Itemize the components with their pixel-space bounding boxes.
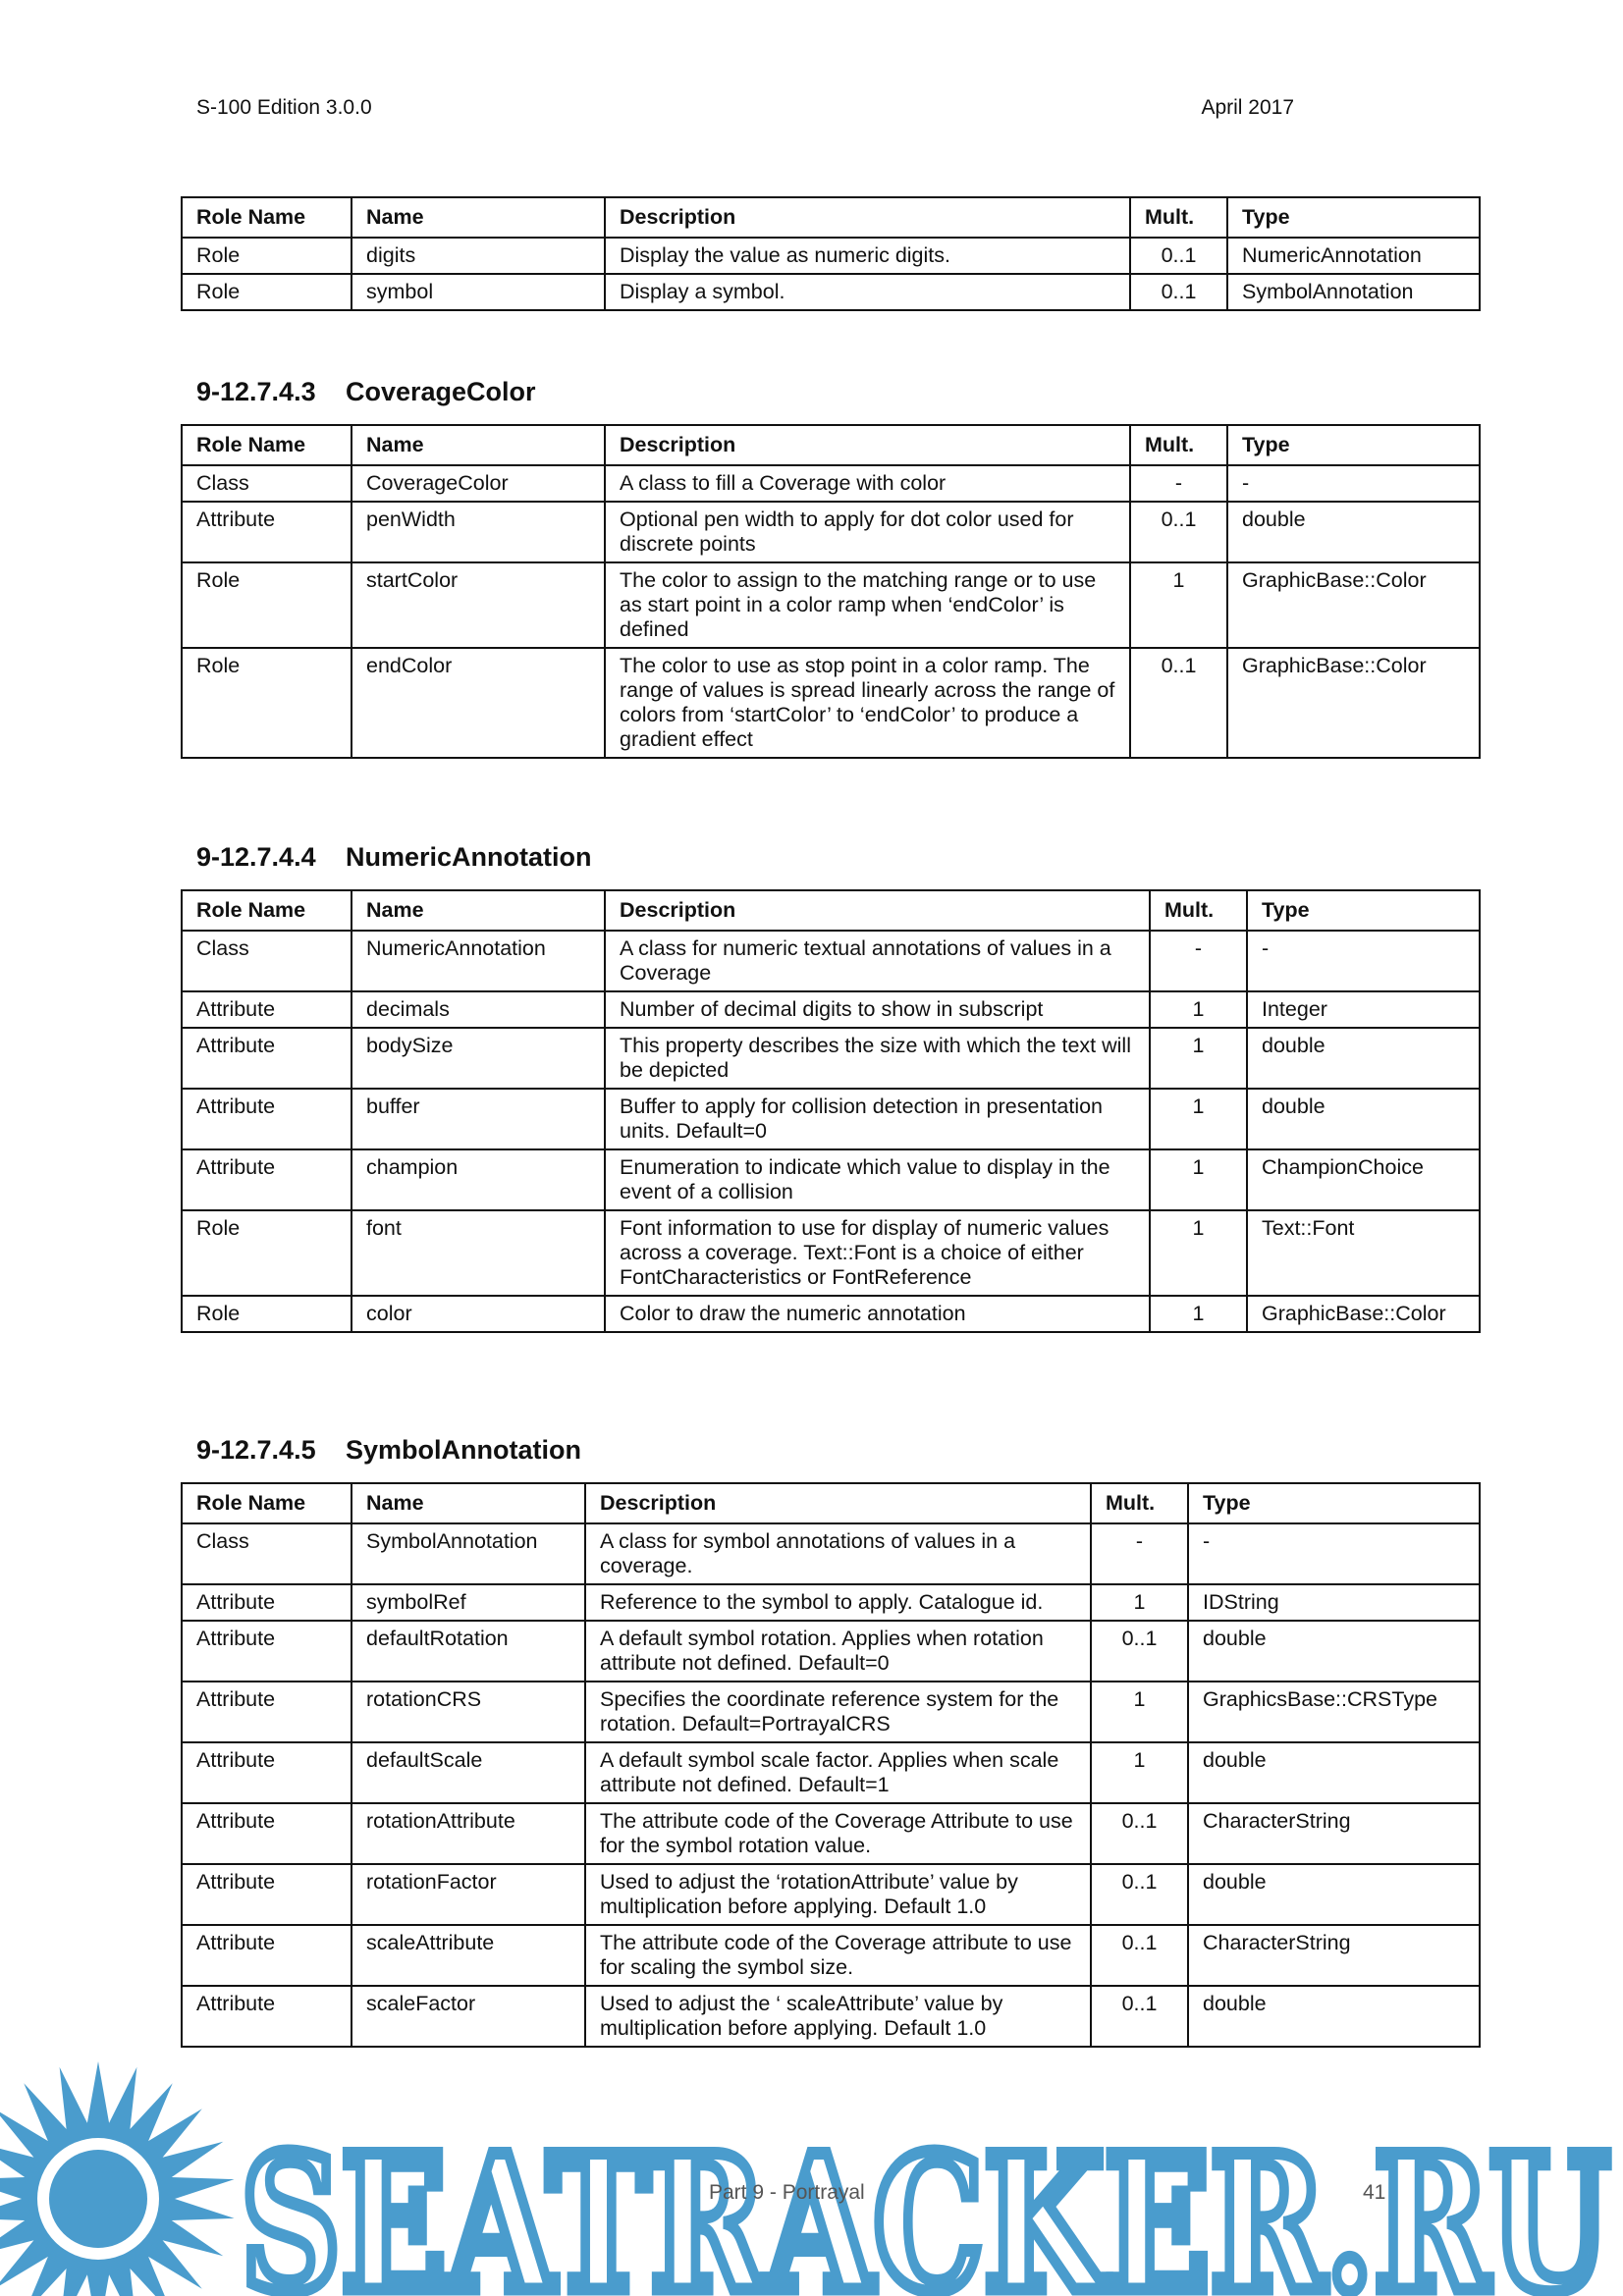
cell-mult: - [1091, 1523, 1188, 1584]
watermark-text: SEATRACKER.RU [241, 2114, 1610, 2296]
cell-description: The color to use as stop point in a color ramp. The range of values is spread linearly across the range of colors from ‘startColor’ to ‘endColor’ to produce a gradient effect [605, 648, 1130, 758]
cell-name: defaultScale [352, 1742, 585, 1803]
sun-core [49, 2150, 147, 2248]
cell-description: This property describes the size with which the text will be depicted [605, 1028, 1150, 1089]
col-type: Type [1188, 1483, 1480, 1523]
cell-name: scaleFactor [352, 1986, 585, 2047]
cell-type: SymbolAnnotation [1227, 274, 1480, 310]
col-mult: Mult. [1091, 1483, 1188, 1523]
table-row [182, 991, 1480, 1028]
cell-type: GraphicsBase::CRSType [1188, 1682, 1480, 1742]
table-row [182, 648, 1480, 758]
cell-type: double [1188, 1621, 1480, 1682]
cell-type: Text::Font [1247, 1210, 1480, 1296]
cell-name: color [352, 1296, 605, 1332]
cell-name: penWidth [352, 502, 605, 562]
cell-description: The color to assign to the matching range or to use as start point in a color ramp when ‘endColor’ is defined [605, 562, 1130, 648]
cell-type: IDString [1188, 1584, 1480, 1621]
col-description: Description [585, 1483, 1091, 1523]
cell-type: Integer [1247, 991, 1480, 1028]
cell-description: Display a symbol. [605, 274, 1130, 310]
table-row [182, 1682, 1480, 1742]
cell-mult: 1 [1130, 562, 1227, 648]
cell-description: A class for numeric textual annotations of values in a Coverage [605, 931, 1150, 991]
cell-name: endColor [352, 648, 605, 758]
cell-role: Attribute [182, 1621, 352, 1682]
table-row [182, 931, 1480, 991]
table-row [182, 238, 1480, 274]
cell-name: champion [352, 1149, 605, 1210]
cell-mult: 0..1 [1130, 648, 1227, 758]
cell-name: font [352, 1210, 605, 1296]
cell-type: ChampionChoice [1247, 1149, 1480, 1210]
table-row [182, 1864, 1480, 1925]
section-heading [196, 377, 536, 407]
cell-mult: 1 [1091, 1742, 1188, 1803]
table-coverage-color [181, 424, 1481, 759]
cell-mult: 1 [1150, 991, 1247, 1028]
col-mult: Mult. [1130, 425, 1227, 465]
cell-description: Number of decimal digits to show in subscript [605, 991, 1150, 1028]
cell-type: double [1247, 1028, 1480, 1089]
cell-description: Optional pen width to apply for dot color used for discrete points [605, 502, 1130, 562]
cell-description: Display the value as numeric digits. [605, 238, 1130, 274]
cell-type: double [1247, 1089, 1480, 1149]
sun-logo-icon [0, 2061, 235, 2296]
cell-description: A default symbol scale factor. Applies when scale attribute not defined. Default=1 [585, 1742, 1091, 1803]
cell-role: Class [182, 931, 352, 991]
cell-role: Attribute [182, 1149, 352, 1210]
cell-type: double [1188, 1742, 1480, 1803]
cell-role: Attribute [182, 1584, 352, 1621]
cell-role: Attribute [182, 1864, 352, 1925]
watermark [0, 2061, 1623, 2296]
table-numeric-annotation [181, 889, 1481, 1333]
cell-name: startColor [352, 562, 605, 648]
cell-description: The attribute code of the Coverage attribute to use for scaling the symbol size. [585, 1925, 1091, 1986]
cell-name: CoverageColor [352, 465, 605, 502]
cell-type: GraphicBase::Color [1227, 562, 1480, 648]
cell-mult: 0..1 [1130, 238, 1227, 274]
cell-description: Enumeration to indicate which value to display in the event of a collision [605, 1149, 1150, 1210]
cell-role: Role [182, 648, 352, 758]
col-name: Name [352, 425, 605, 465]
cell-description: Used to adjust the ‘ scaleAttribute’ value by multiplication before applying. Default 1.0 [585, 1986, 1091, 2047]
cell-name: digits [352, 238, 605, 274]
cell-type: - [1188, 1523, 1480, 1584]
table-row [182, 1149, 1480, 1210]
cell-name: bodySize [352, 1028, 605, 1089]
cell-type: CharacterString [1188, 1803, 1480, 1864]
col-type: Type [1227, 197, 1480, 238]
section-number: 9-12.7.4.4 [196, 842, 316, 872]
cell-role: Role [182, 1210, 352, 1296]
table-row [182, 1803, 1480, 1864]
section-title: NumericAnnotation [346, 842, 592, 872]
cell-name: rotationFactor [352, 1864, 585, 1925]
cell-description: A default symbol rotation. Applies when rotation attribute not defined. Default=0 [585, 1621, 1091, 1682]
cell-description: Color to draw the numeric annotation [605, 1296, 1150, 1332]
cell-name: SymbolAnnotation [352, 1523, 585, 1584]
cell-mult: 1 [1150, 1149, 1247, 1210]
col-role-name: Role Name [182, 1483, 352, 1523]
cell-description: Specifies the coordinate reference system for the rotation. Default=PortrayalCRS [585, 1682, 1091, 1742]
cell-name: buffer [352, 1089, 605, 1149]
cell-name: rotationCRS [352, 1682, 585, 1742]
cell-role: Role [182, 274, 352, 310]
cell-type: NumericAnnotation [1227, 238, 1480, 274]
cell-description: Font information to use for display of numeric values across a coverage. Text::Font is a choice of either FontCharacteristics or FontReference [605, 1210, 1150, 1296]
section-number: 9-12.7.4.5 [196, 1435, 316, 1465]
cell-mult: 1 [1150, 1089, 1247, 1149]
cell-mult: 0..1 [1091, 1986, 1188, 2047]
cell-mult: - [1150, 931, 1247, 991]
table-row [182, 1028, 1480, 1089]
cell-description: Used to adjust the ‘rotationAttribute’ value by multiplication before applying. Default 1.0 [585, 1864, 1091, 1925]
cell-name: rotationAttribute [352, 1803, 585, 1864]
header-left: S-100 Edition 3.0.0 [196, 96, 372, 119]
cell-role: Attribute [182, 991, 352, 1028]
cell-role: Role [182, 1296, 352, 1332]
table-row [182, 502, 1480, 562]
table-row [182, 1742, 1480, 1803]
cell-description: A class to fill a Coverage with color [605, 465, 1130, 502]
col-type: Type [1227, 425, 1480, 465]
cell-mult: 0..1 [1130, 502, 1227, 562]
section-title: SymbolAnnotation [346, 1435, 581, 1465]
col-description: Description [605, 197, 1130, 238]
col-description: Description [605, 425, 1130, 465]
cell-type: GraphicBase::Color [1247, 1296, 1480, 1332]
col-description: Description [605, 890, 1150, 931]
col-role-name: Role Name [182, 425, 352, 465]
cell-name: NumericAnnotation [352, 931, 605, 991]
cell-mult: 1 [1091, 1682, 1188, 1742]
cell-description: The attribute code of the Coverage Attribute to use for the symbol rotation value. [585, 1803, 1091, 1864]
table-row [182, 274, 1480, 310]
cell-role: Role [182, 562, 352, 648]
cell-mult: 1 [1150, 1296, 1247, 1332]
cell-name: symbol [352, 274, 605, 310]
cell-type: - [1227, 465, 1480, 502]
cell-role: Attribute [182, 1742, 352, 1803]
table-row [182, 1523, 1480, 1584]
cell-description: A class for symbol annotations of values in a coverage. [585, 1523, 1091, 1584]
section-number: 9-12.7.4.3 [196, 377, 316, 406]
section-title: CoverageColor [346, 377, 536, 406]
col-mult: Mult. [1130, 197, 1227, 238]
cell-name: symbolRef [352, 1584, 585, 1621]
col-name: Name [352, 197, 605, 238]
cell-type: CharacterString [1188, 1925, 1480, 1986]
cell-role: Attribute [182, 502, 352, 562]
cell-role: Attribute [182, 1803, 352, 1864]
cell-type: - [1247, 931, 1480, 991]
cell-role: Attribute [182, 1089, 352, 1149]
cell-type: double [1188, 1986, 1480, 2047]
cell-role: Attribute [182, 1925, 352, 1986]
table-row [182, 465, 1480, 502]
cell-role: Role [182, 238, 352, 274]
cell-role: Class [182, 465, 352, 502]
cell-mult: 1 [1091, 1584, 1188, 1621]
table-roles-continued [181, 196, 1481, 311]
cell-role: Class [182, 1523, 352, 1584]
cell-role: Attribute [182, 1682, 352, 1742]
col-type: Type [1247, 890, 1480, 931]
table-row [182, 1089, 1480, 1149]
cell-mult: 0..1 [1091, 1621, 1188, 1682]
table-row [182, 1621, 1480, 1682]
table-row [182, 1210, 1480, 1296]
cell-type: double [1188, 1864, 1480, 1925]
table-row [182, 562, 1480, 648]
cell-description: Reference to the symbol to apply. Catalogue id. [585, 1584, 1091, 1621]
cell-mult: 0..1 [1091, 1925, 1188, 1986]
cell-mult: 0..1 [1091, 1864, 1188, 1925]
cell-name: defaultRotation [352, 1621, 585, 1682]
cell-name: decimals [352, 991, 605, 1028]
cell-type: double [1227, 502, 1480, 562]
col-role-name: Role Name [182, 890, 352, 931]
col-role-name: Role Name [182, 197, 352, 238]
table-row [182, 1296, 1480, 1332]
col-name: Name [352, 890, 605, 931]
table-symbol-annotation [181, 1482, 1481, 2048]
cell-description: Buffer to apply for collision detection in presentation units. Default=0 [605, 1089, 1150, 1149]
cell-mult: 0..1 [1130, 274, 1227, 310]
table-row [182, 1584, 1480, 1621]
cell-type: GraphicBase::Color [1227, 648, 1480, 758]
cell-role: Attribute [182, 1986, 352, 2047]
cell-mult: 1 [1150, 1028, 1247, 1089]
table-row [182, 1986, 1480, 2047]
section-heading [196, 1435, 581, 1466]
footer-title: Part 9 - Portrayal [709, 2181, 865, 2204]
cell-role: Attribute [182, 1028, 352, 1089]
section-heading [196, 842, 592, 873]
header-right: April 2017 [1201, 96, 1294, 119]
page-number: 41 [1363, 2181, 1386, 2204]
col-name: Name [352, 1483, 585, 1523]
table-row [182, 1925, 1480, 1986]
cell-mult: 1 [1150, 1210, 1247, 1296]
cell-name: scaleAttribute [352, 1925, 585, 1986]
col-mult: Mult. [1150, 890, 1247, 931]
cell-mult: 0..1 [1091, 1803, 1188, 1864]
cell-mult: - [1130, 465, 1227, 502]
